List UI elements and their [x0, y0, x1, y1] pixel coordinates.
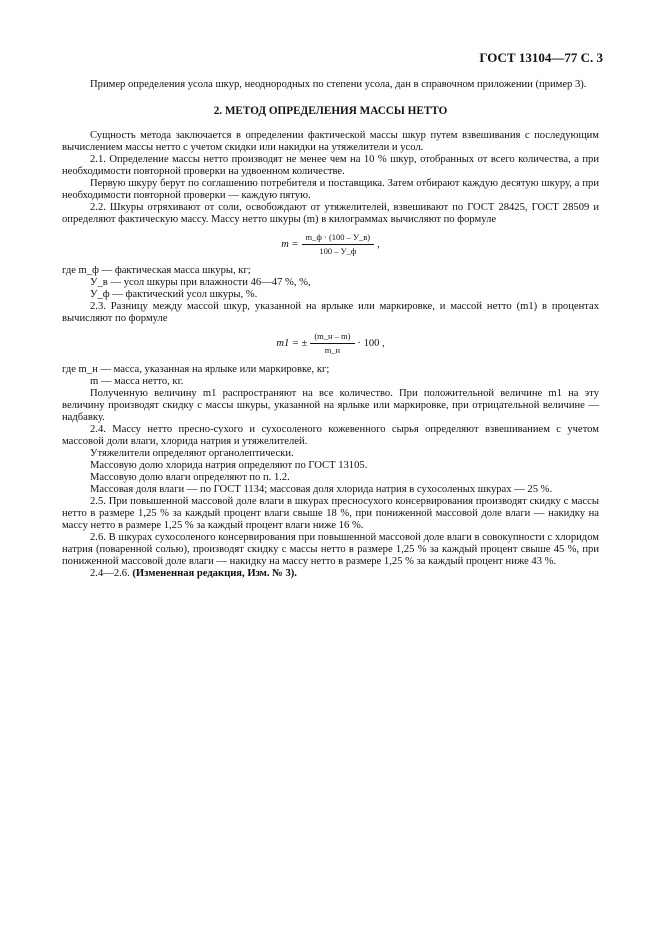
chloride-paragraph: Массовую долю хлорида натрия определяют по ГОСТ 13105.	[90, 460, 368, 471]
formula1-lhs: m =	[281, 238, 299, 250]
formula1-denominator: 100 – У_ф	[319, 246, 357, 256]
moisture-gost-paragraph: Массовая доля влаги — по ГОСТ 1134; массовая доля хлорида натрия в сухосоленых шкурах — 25 %.	[90, 484, 553, 495]
where1-line-1: где m_ф — фактическая масса шкуры, кг;	[62, 265, 251, 276]
formula1-fraction	[302, 232, 375, 257]
formula-mass-difference	[62, 331, 599, 356]
formula2-lhs: m1 = ±	[276, 337, 308, 349]
paragraph-2-5: 2.5. При повышенной массовой доле влаги в шкурах пресносухого консервирования производят скидку с массы нетто в размере 1,25 % за каждый процент влаги свыше 18 %, при пониженной массовой доле влаги — накидку на массу нетто в размере 1,25 % за каждый процент влаги ниже 16 %.	[62, 496, 599, 531]
where1-line-2: У_в — усол шкуры при влажности 46—47 %, %,	[90, 277, 311, 288]
paragraph-2-1: 2.1. Определение массы нетто производят не менее чем на 10 % шкур, отобранных от всего количества, а при необходимости повторной проверки на удвоенном количестве.	[62, 154, 599, 177]
formula-net-mass	[62, 232, 599, 257]
formula1-tail: ,	[377, 238, 380, 250]
paragraph-2-2: 2.2. Шкуры отряхивают от соли, освобождают от утяжелителей, взвешивают по ГОСТ 28425, ГОСТ 28509 и определяют фактическую массу. Массу нетто шкуры (m) в килограммах вычисляют по формуле	[62, 202, 599, 225]
formula1-numerator: m_ф · (100 – У_в)	[302, 232, 375, 245]
paragraph-2-3: 2.3. Разницу между массой шкур, указанной на ярлыке или маркировке, и массой нетто (m1) в процентах вычисляют по формуле	[62, 301, 599, 324]
first-hide-paragraph: Первую шкуру берут по соглашению потребителя и поставщика. Затем отбирают каждую десятую шкуру, а при необходимости повторной проверки — каждую пятую.	[62, 178, 599, 201]
obtained-value-paragraph: Полученную величину m1 распространяют на все количество. При положительной величине m1 на эту величину производят скидку с массы шкуры, указанной на ярлыке или маркировке, при отрицательной величине — надбавку.	[62, 388, 599, 423]
page-body	[62, 79, 599, 580]
where2-line-1: где m_н — масса, указанная на ярлыке или маркировке, кг;	[62, 364, 330, 375]
edit-note-text: (Измененная редакция, Изм. № 3).	[132, 568, 297, 579]
intro-paragraph: Пример определения усола шкур, неоднородных по степени усола, дан в справочном приложении (пример 3).	[90, 79, 587, 90]
paragraph-2-6: 2.6. В шкурах сухосоленого консервирования при повышенной массовой доле влаги в совокупности с хлоридом натрия (поваренной солью), производят скидку с массы нетто в размере 1,25 % за каждый процент свыше 45 %, при пониженной массовой доле влаги — накидку на массу нетто в размере 1,25 % за каждый процент ниже 43 %.	[62, 532, 599, 567]
formula2-numerator: (m_н – m)	[310, 331, 354, 344]
formula2-tail: · 100 ,	[357, 337, 385, 349]
where1-line-3: У_ф — фактический усол шкуры, %.	[90, 289, 258, 300]
where2-line-2: m — масса нетто, кг.	[90, 376, 184, 387]
formula2-denominator: m_н	[324, 345, 341, 355]
moisture-paragraph: Массовую долю влаги определяют по п. 1.2.	[90, 472, 290, 483]
edit-note-ref: 2.4—2.6.	[90, 568, 130, 579]
weights-paragraph: Утяжелители определяют органолептически.	[90, 448, 294, 459]
paragraph-2-4: 2.4. Массу нетто пресно-сухого и сухосоленого кожевенного сырья определяют взвешиванием с учетом массовой доли влаги, хлорида натрия и утяжелителей.	[62, 424, 599, 447]
edit-note-line	[62, 568, 599, 580]
formula2-fraction	[310, 331, 354, 356]
section-title: 2. МЕТОД ОПРЕДЕЛЕНИЯ МАССЫ НЕТТО	[213, 105, 448, 117]
essence-paragraph: Сущность метода заключается в определении фактической массы шкур путем взвешивания с последующим вычислением массы нетто с учетом скидки или накидки на утяжелители и усол.	[62, 130, 599, 153]
page-header: ГОСТ 13104—77 С. 3	[479, 50, 603, 65]
